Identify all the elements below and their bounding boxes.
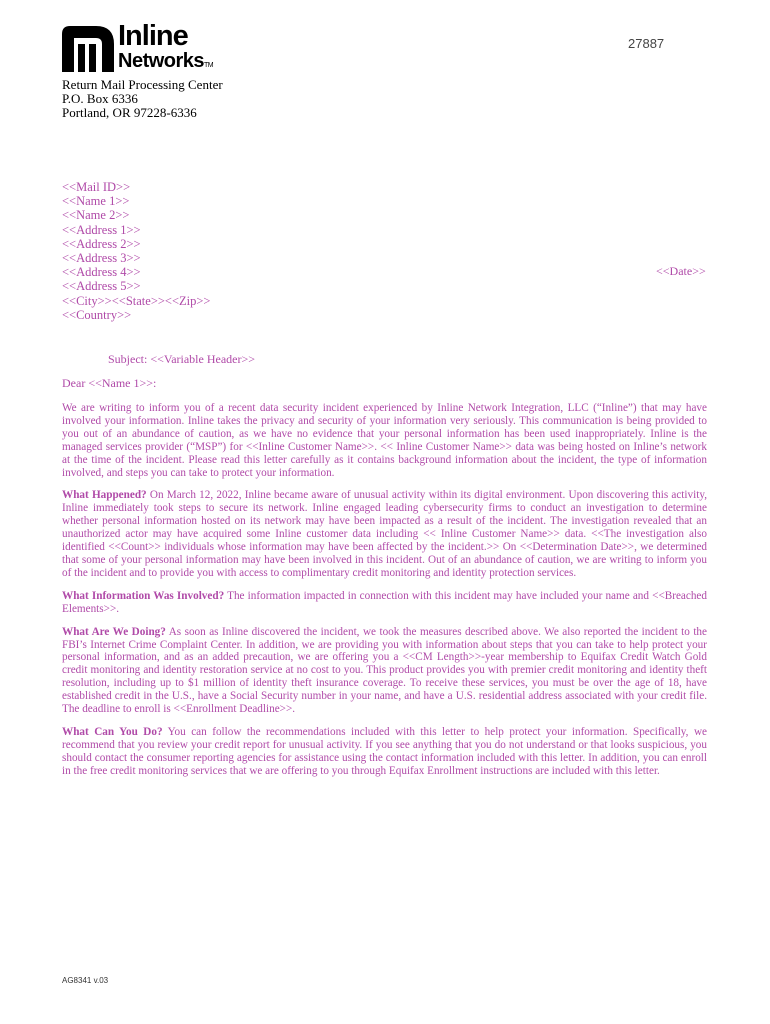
address3-field: <<Address 3>> — [62, 251, 141, 266]
information-involved-text: The information impacted in connection with this incident may have included your name and <<Breached Elements>>. — [62, 589, 707, 615]
return-address-line: Portland, OR 97228-6336 — [62, 105, 197, 120]
what-happened-text: On March 12, 2022, Inline became aware of unusual activity within its digital environment. Upon discovering this activity, Inline immediately took steps to secure its network. Inline engaged leading cybersecurity firms to conduct an investigation to determine whether personal information hosted on its network may have been impacted as a result of the incident. The investigation revealed that an unauthorized actor may have acquired some Inline customer data including << Inline Customer Name>> data. <<The investigation also identified <<Count>> individuals whose information may have been affected by the incident.>> On <<Determination Date>>, we determined that some of your personal information may have been involved in this incident. Out of an abundance of caution, we are writing to inform you of the incident and to provide you with access to complimentary credit monitoring and identity protection services. — [62, 489, 708, 579]
what-happened-paragraph — [62, 489, 707, 579]
intro-paragraph: We are writing to inform you of a recent data security incident experienced by Inline Network Integration, LLC (“Inline”) that may have involved your information. Inline takes the privacy and security of your information very seriously. This communication is being provided to you out of an abundance of caution, as we have no evidence that your personal information has been used inappropriately. Inline is the managed services provider (“MSP”) for <<Inline Customer Name>>. << Inline Customer Name>> data was being hosted on Inline’s network at the time of the incident. Please read this letter carefully as it contains background information about the incident, the type of information involved, and steps you can take to protect your information. — [62, 402, 707, 479]
address1-field: <<Address 1>> — [62, 222, 141, 237]
what-can-you-do-text: You can follow the recommendations included with this letter to help protect your information. Specifically, we recommend that you review your credit report for unusual activity. If you see anything that you do not understand or that looks suspicious, you should contact the consumer reporting agencies for assistance using the contact information included with this letter. In addition, you can enroll in the free credit monitoring services that we are offering to you through Equifax Enrollment instructions are included with this letter. — [62, 725, 707, 777]
what-can-you-do-heading: What Can You Do? — [62, 725, 163, 738]
what-we-are-doing-paragraph — [62, 626, 707, 716]
inline-n-logo-icon — [62, 26, 114, 72]
what-we-are-doing-heading: What Are We Doing? — [62, 625, 166, 638]
recipient-address-block — [62, 180, 210, 322]
trademark-mark: TM — [204, 62, 214, 69]
company-logo — [62, 20, 222, 74]
return-address-line: P.O. Box 6336 — [62, 91, 138, 106]
what-happened-heading: What Happened? — [62, 489, 147, 502]
information-involved-heading: What Information Was Involved? — [62, 589, 225, 602]
city-state-zip-field: <<City>><<State>><<Zip>> — [62, 293, 211, 308]
name2-field: <<Name 2>> — [62, 208, 130, 223]
return-address-line: Return Mail Processing Center — [62, 77, 223, 92]
address4-field: <<Address 4>> — [62, 265, 141, 280]
what-can-you-do-paragraph — [62, 726, 707, 778]
information-involved-paragraph — [62, 590, 707, 616]
what-we-are-doing-text: As soon as Inline discovered the incident, we took the measures described above. We also reported the incident to the FBI’s Internet Crime Complaint Center. In addition, we are providing you with information about steps that you can take to help protect your personal information, and as an added precaution, we are offering you a <<CM Length>>-year membership to Equifax Credit Watch Gold credit monitoring and identity restoration service at no cost to you. This product provides you with premier credit monitoring and identity theft resolution, including up to $1 million of identity theft insurance coverage. To receive these services, you must be over the age of 18, have established credit in the U.S., have a Social Security number in your name, and have a U.S. residential address associated with your credit file. The deadline to enroll is <<Enrollment Deadline>>. — [62, 625, 707, 716]
return-address — [62, 78, 223, 120]
address5-field: <<Address 5>> — [62, 279, 141, 294]
name1-field: <<Name 1>> — [62, 194, 130, 209]
form-code: AG8341 v.03 — [62, 976, 109, 985]
logo-wordmark-networks: NetworksTM — [118, 50, 214, 72]
salutation: Dear <<Name 1>>: — [62, 376, 157, 390]
subject-line: Subject: <<Variable Header>> — [108, 352, 256, 366]
document-number: 27887 — [628, 36, 665, 51]
mail-id-field: <<Mail ID>> — [62, 180, 131, 194]
address2-field: <<Address 2>> — [62, 236, 141, 251]
letter-body — [62, 402, 707, 788]
date-field: <<Date>> — [656, 264, 706, 278]
country-field: <<Country>> — [62, 307, 132, 322]
logo-wordmark-inline: Inline — [118, 20, 188, 52]
